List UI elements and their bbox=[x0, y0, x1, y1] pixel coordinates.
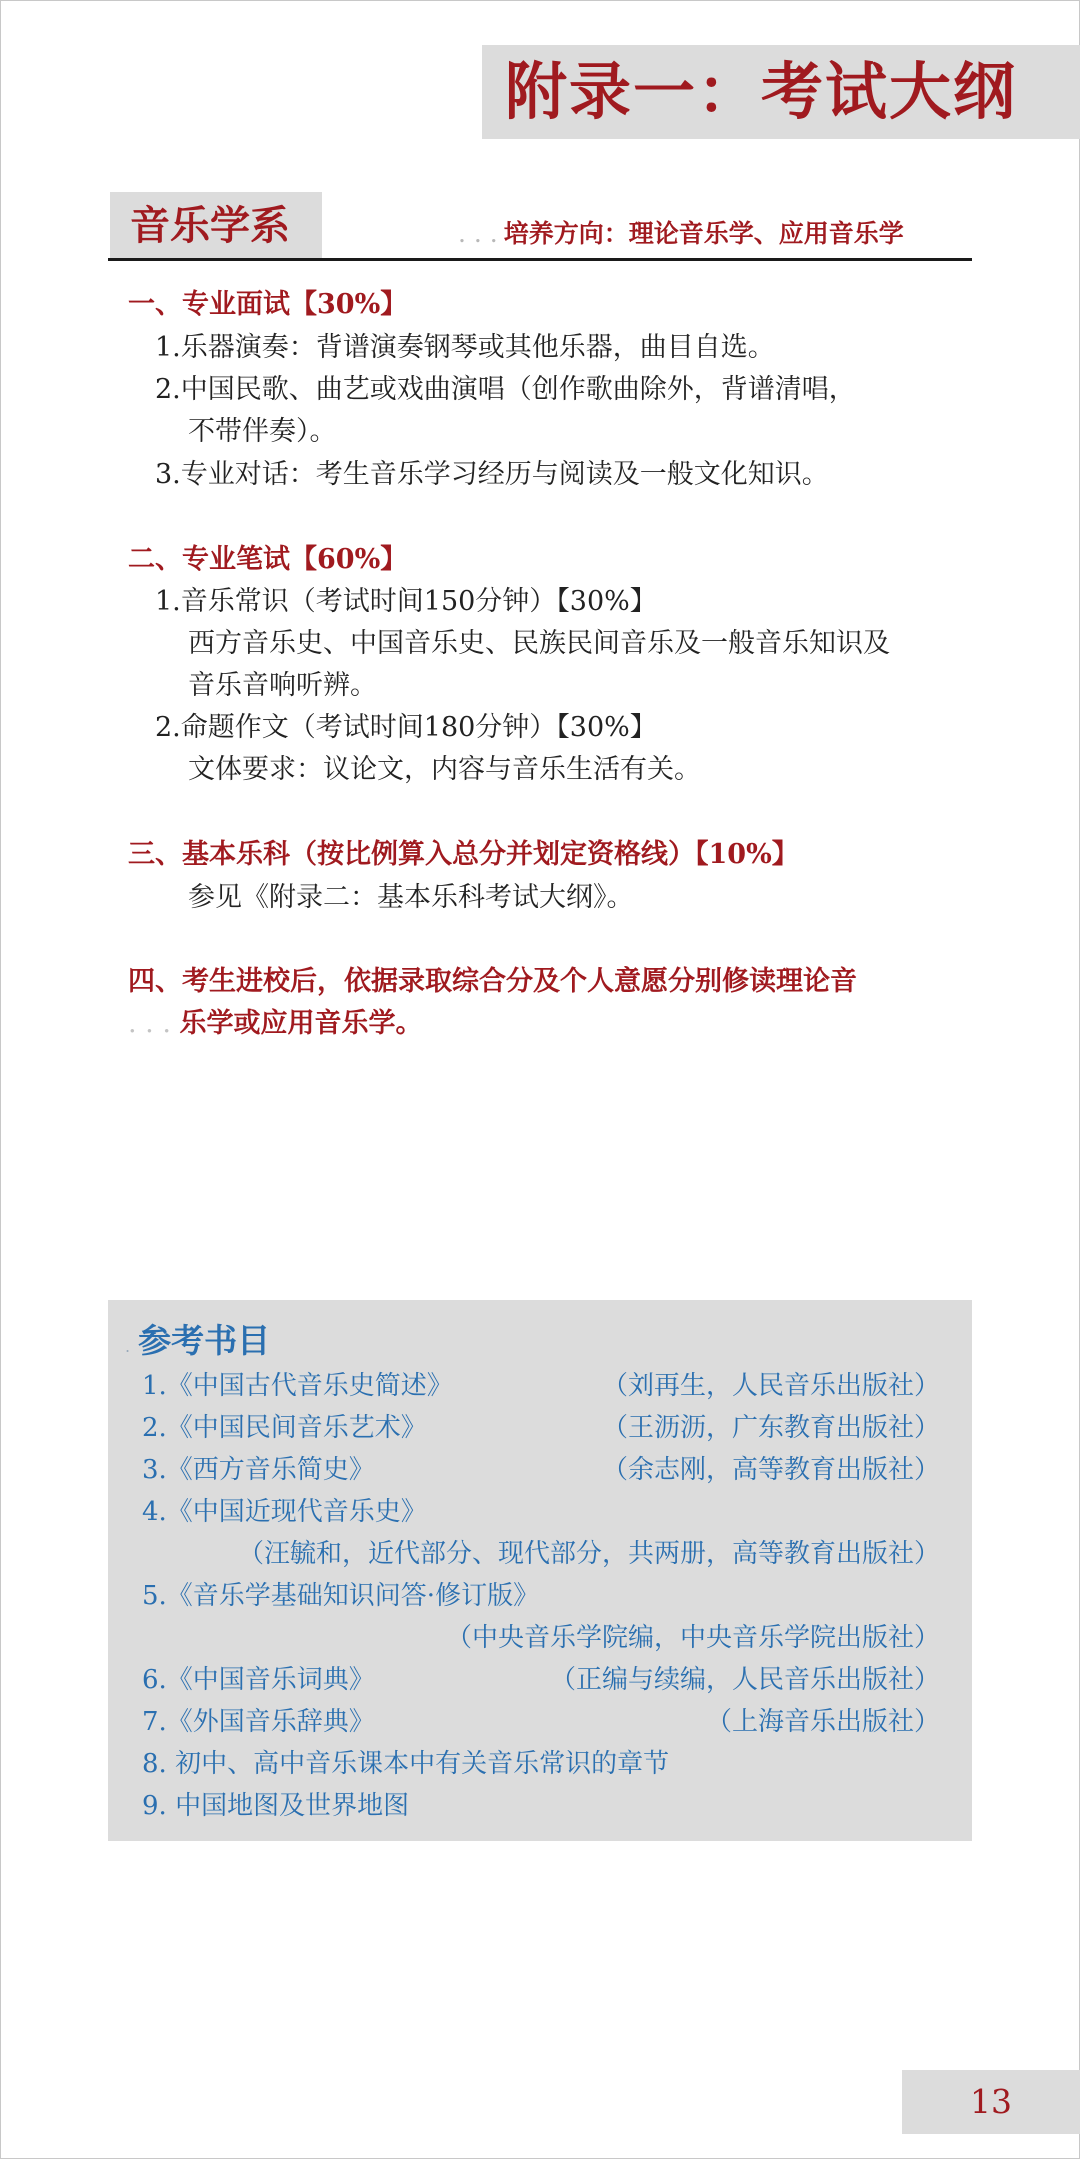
references-title: . 参考书目 bbox=[125, 1321, 271, 1360]
leader-dots: . . . bbox=[128, 1008, 180, 1039]
list-item: 2.中国民歌、曲艺或戏曲演唱（创作歌曲除外，背谱清唱， bbox=[155, 374, 856, 405]
reference-title: 1.《中国古代音乐史简述》 bbox=[142, 1371, 453, 1401]
section-heading-written-exam: 二、专业笔试【60%】 bbox=[128, 544, 408, 575]
list-item: 1.音乐常识（考试时间150分钟）【30%】 bbox=[155, 586, 657, 617]
list-item: 3.专业对话：考生音乐学习经历与阅读及一般文化知识。 bbox=[155, 459, 829, 490]
reference-publisher: （余志刚，高等教育出版社） bbox=[601, 1455, 940, 1485]
reference-title: 9. 中国地图及世界地图 bbox=[142, 1791, 410, 1821]
section-note-enrollment: 四、考生进校后，依据录取综合分及个人意愿分别修读理论音 bbox=[128, 966, 857, 997]
reference-publisher: （汪毓和，近代部分、现代部分，共两册，高等教育出版社） bbox=[237, 1539, 940, 1569]
page-title: 附录一：考试大纲 bbox=[505, 55, 1018, 128]
training-direction: . . . 培养方向：理论音乐学、应用音乐学 bbox=[458, 219, 904, 248]
list-item: 1.乐器演奏：背谱演奏钢琴或其他乐器，曲目自选。 bbox=[155, 332, 775, 363]
section-note-enrollment-cont bbox=[128, 1004, 423, 1044]
reference-title: 4.《中国近现代音乐史》 bbox=[142, 1497, 427, 1527]
page-number: 13 bbox=[970, 2082, 1012, 2121]
reference-title: 3.《西方音乐简史》 bbox=[142, 1455, 375, 1485]
reference-title: 5.《音乐学基础知识问答·修订版》 bbox=[142, 1581, 540, 1611]
heading-rule bbox=[108, 258, 972, 261]
reference-publisher: （中央音乐学院编，中央音乐学院出版社） bbox=[445, 1623, 940, 1653]
reference-publisher: （刘再生，人民音乐出版社） bbox=[601, 1371, 940, 1401]
reference-title: 6.《中国音乐词典》 bbox=[142, 1665, 375, 1695]
list-item-detail: 参见《附录二：基本乐科考试大纲》。 bbox=[188, 882, 634, 913]
reference-title: 8. 初中、高中音乐课本中有关音乐常识的章节 bbox=[142, 1749, 670, 1779]
department-name: 音乐学系 bbox=[130, 202, 290, 249]
reference-publisher: （上海音乐出版社） bbox=[705, 1707, 940, 1737]
training-direction-text: 培养方向：理论音乐学、应用音乐学 bbox=[503, 219, 904, 248]
reference-publisher: （王沥沥，广东教育出版社） bbox=[601, 1413, 940, 1443]
reference-title: 2.《中国民间音乐艺术》 bbox=[142, 1413, 427, 1443]
list-item-continuation: 不带伴奏）。 bbox=[188, 416, 337, 447]
section-heading-interview: 一、专业面试【30%】 bbox=[128, 289, 408, 320]
list-item-detail: 文体要求：议论文，内容与音乐生活有关。 bbox=[188, 754, 701, 785]
references-title-text: 参考书目 bbox=[138, 1321, 271, 1360]
list-item-detail: 音乐音响听辨。 bbox=[188, 670, 377, 701]
list-item-detail: 西方音乐史、中国音乐史、民族民间音乐及一般音乐知识及 bbox=[188, 628, 890, 659]
list-item: 2.命题作文（考试时间180分钟）【30%】 bbox=[155, 712, 657, 743]
reference-title: 7.《外国音乐辞典》 bbox=[142, 1707, 375, 1737]
section-note-text: 乐学或应用音乐学。 bbox=[179, 1008, 423, 1039]
reference-publisher: （正编与续编，人民音乐出版社） bbox=[549, 1665, 940, 1695]
section-heading-basic-music: 三、基本乐科（按比例算入总分并划定资格线）【10%】 bbox=[128, 839, 799, 870]
